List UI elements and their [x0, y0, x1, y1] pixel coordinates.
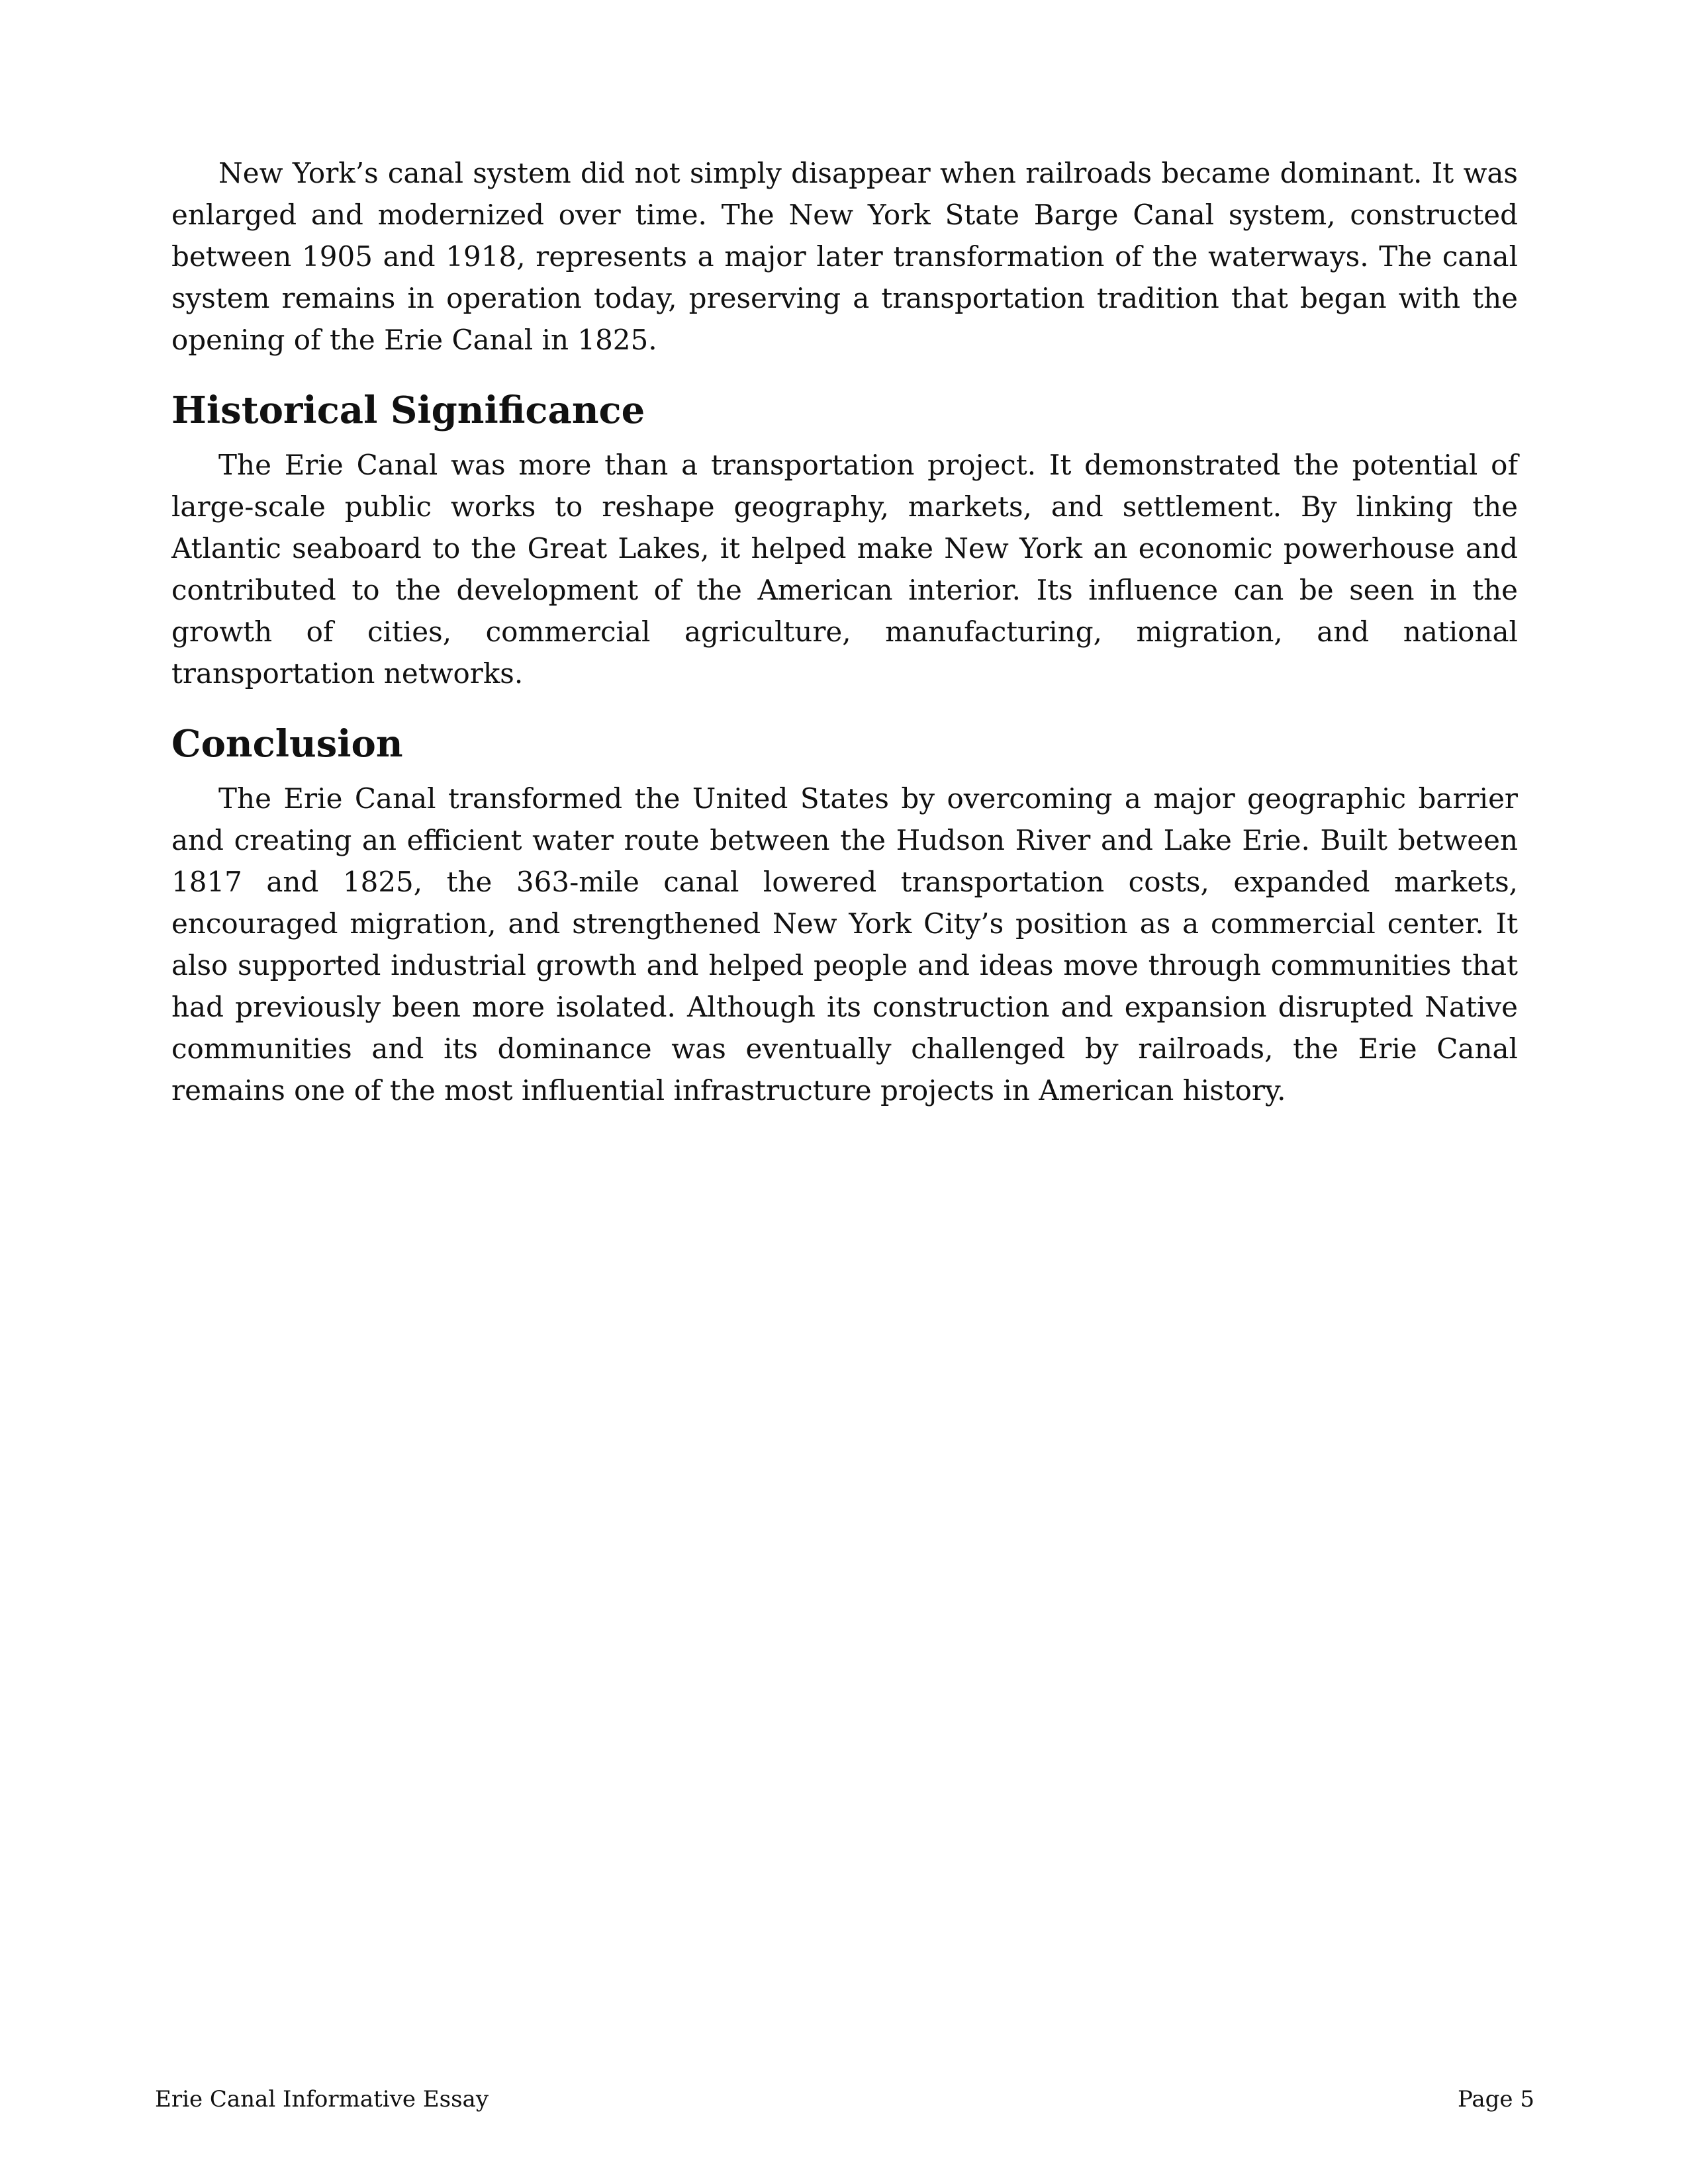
page-content — [171, 152, 1518, 1111]
section-heading-historical-significance: Historical Significance — [171, 388, 645, 432]
intro-paragraph: New York’s canal system did not simply disappear when railroads became dominant. It was enlarged and modernized over time. The New York State Barge Canal system, constructed between 1905 and 1918, represents a major later transformation of the waterways. The canal system remains in operation today, preserving a transportation tradition that began with the opening of the Erie Canal in 1825. — [171, 157, 1518, 356]
footer-document-title: Erie Canal Informative Essay — [155, 2086, 489, 2113]
historical-significance-paragraph: The Erie Canal was more than a transportation project. It demonstrated the potential of large-scale public works to reshape geography, markets, and settlement. By linking the Atlantic seaboard to the Great Lakes, it helped make New York an economic powerhouse and contributed to the development of the American interior. Its influence can be seen in the growth of cities, commercial agriculture, manufacturing, migration, and national transportation networks. — [171, 449, 1518, 690]
page-footer — [155, 2085, 1534, 2114]
section-heading-conclusion: Conclusion — [171, 722, 403, 766]
conclusion-paragraph: The Erie Canal transformed the United States by overcoming a major geographic barrier and creating an efficient water route between the Hudson River and Lake Erie. Built between 1817 and 1825, the 363-mile canal lowered transportation costs, expanded markets, encouraged migration, and strengthened New York City’s position as a commercial center. It also supported industrial growth and helped people and ideas move through communities that had previously been more isolated. Although its construction and expansion disrupted Native communities and its dominance was eventually challenged by railroads, the Erie Canal remains one of the most influential infrastructure projects in American history. — [171, 782, 1518, 1107]
footer-page-number: Page 5 — [1458, 2086, 1534, 2113]
